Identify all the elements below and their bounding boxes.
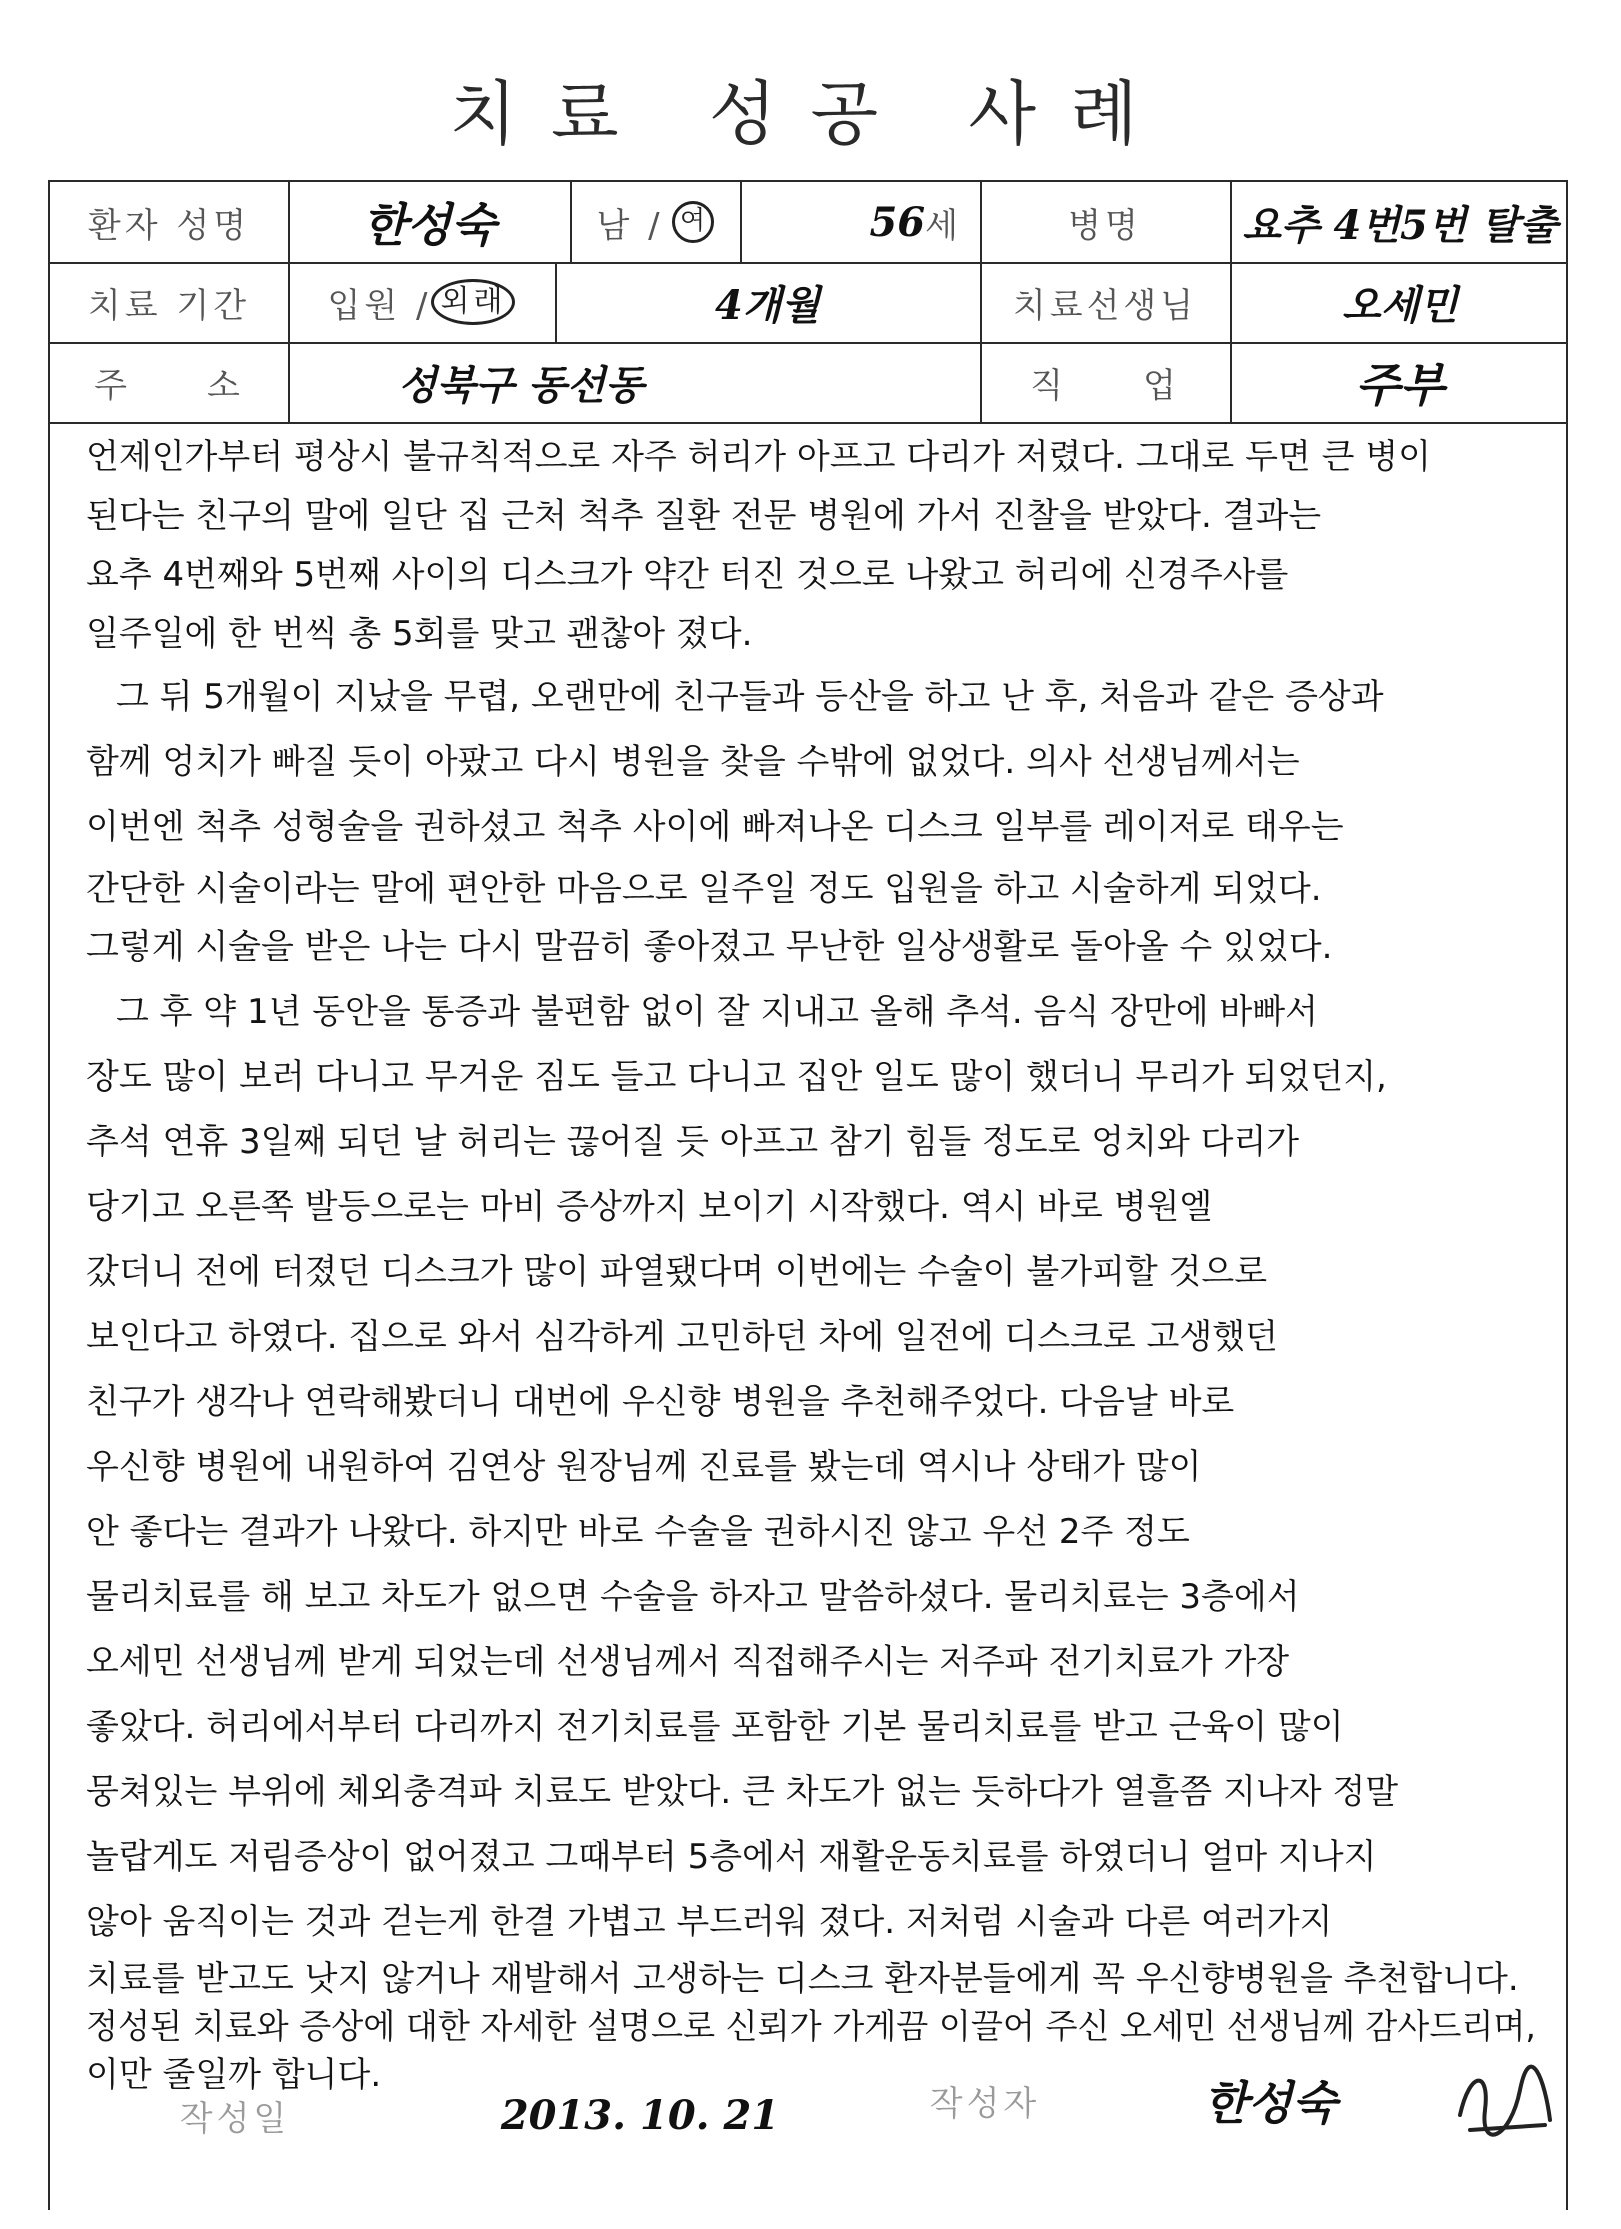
address-label: 주 소 [94,365,244,406]
sex-selected-mark: 여 [672,201,714,243]
narrative-line: 물리치료를 해 보고 차도가 없으면 수술을 하자고 말씀하셨다. 물리치료는 3층에서 [86,1577,1300,1617]
narrative-line: 일주일에 한 번씩 총 5회를 맞고 괜찮아 졌다. [86,614,753,654]
row-divider [50,422,1566,424]
narrative-line: 뭉쳐있는 부위에 체외충격파 치료도 받았다. 큰 차도가 없는 듯하다가 열흘쯤 지나자 정말 [86,1772,1399,1812]
therapist-label: 치료선생님 [1012,285,1198,326]
date-value: 2013. 10. 21 [500,2091,780,2139]
diagnosis-value: 요추 4번5번 탈출 [1242,201,1558,249]
narrative-line: 정성된 치료와 증상에 대한 자세한 설명으로 신뢰가 가게끔 이끌어 주신 오세민 선생님께 감사드리며, [86,2007,1536,2047]
address-value: 성북구 동선동 [398,361,644,409]
date-label: 작성일 [179,2098,291,2139]
job-label: 직 업 [1030,365,1180,406]
inpatient-label: 입원 / [327,285,432,326]
sex-label: 남 / [596,205,664,246]
age-unit: 세 [925,205,958,246]
narrative-line: 않아 움직이는 것과 걷는게 한결 가볍고 부드러워 졌다. 저처럼 시술과 다른 여러가지 [86,1902,1333,1942]
narrative-line: 우신향 병원에 내원하여 김연상 원장님께 진료를 봤는데 역시나 상태가 많이 [86,1447,1202,1487]
narrative-line: 언제인가부터 평상시 불규칙적으로 자주 허리가 아프고 다리가 저렸다. 그대로 두면 큰 병이 [86,437,1431,477]
writer-value: 한성숙 [1203,2076,1337,2130]
narrative-line: 장도 많이 보러 다니고 무거운 짐도 들고 다니고 집안 일도 많이 했더니 무리가 되었던지, [86,1057,1387,1097]
narrative-line: 오세민 선생님께 받게 되었는데 선생님께서 직접해주시는 저주파 전기치료가 가장 [86,1642,1290,1682]
narrative-line: 놀랍게도 저림증상이 없어졌고 그때부터 5층에서 재활운동치료를 하였더니 얼마 지나지 [86,1837,1377,1877]
testimonial-form [48,180,1568,2210]
age-field [740,182,980,262]
treatment-period-label: 치료 기간 [87,285,251,326]
age-value: 56 [869,198,926,246]
narrative-line: 좋았다. 허리에서부터 다리까지 전기치료를 포함한 기본 물리치료를 받고 근육이 많이 [86,1707,1344,1747]
narrative-line: 그 뒤 5개월이 지났을 무렵, 오랜만에 친구들과 등산을 하고 난 후, 처음과 같은 증상과 [116,677,1384,717]
narrative-line: 된다는 친구의 말에 일단 집 근처 척추 질환 전문 병원에 가서 진찰을 받았다. 결과는 [86,496,1322,536]
narrative-line: 그 후 약 1년 동안을 통증과 불편함 없이 잘 지내고 올해 추석. 음식 장만에 바빠서 [116,992,1318,1032]
narrative-line: 이만 줄일까 합니다. [86,2055,382,2095]
outpatient-selected-mark: 외래 [431,279,515,325]
visit-type-field [288,262,555,342]
narrative-line: 간단한 시술이라는 말에 편안한 마음으로 일주일 정도 입원을 하고 시술하게 되었다. [86,869,1322,909]
narrative-line: 갔더니 전에 터졌던 디스크가 많이 파열됐다며 이번에는 수술이 불가피할 것으로 [86,1252,1268,1292]
form-footer [50,2060,1570,2170]
sex-field [570,182,740,262]
narrative-line: 요추 4번째와 5번째 사이의 디스크가 약간 터진 것으로 나왔고 허리에 신경주사를 [86,555,1289,595]
treatment-period-value: 4개월 [714,281,821,329]
patient-name-value: 한성숙 [362,198,496,252]
narrative-line: 보인다고 하였다. 집으로 와서 심각하게 고민하던 차에 일전에 디스크로 고생했던 [86,1317,1278,1357]
job-value: 주부 [1355,358,1445,412]
diagnosis-label: 병명 [1068,205,1142,246]
narrative-line: 안 좋다는 결과가 나왔다. 하지만 바로 수술을 권하시진 않고 우선 2주 정도 [86,1512,1190,1552]
writer-label: 작성자 [929,2083,1041,2124]
narrative-line: 친구가 생각나 연락해봤더니 대번에 우신향 병원을 추천해주었다. 다음날 바로 [86,1382,1235,1422]
narrative-line: 추석 연휴 3일째 되던 날 허리는 끊어질 듯 아프고 참기 힘들 정도로 엉치와 다리가 [86,1122,1300,1162]
handwritten-signature [1450,2060,1560,2150]
narrative-line: 그렇게 시술을 받은 나는 다시 말끔히 좋아졌고 무난한 일상생활로 돌아올 수 있었다. [86,927,1333,967]
narrative-line: 당기고 오른쪽 발등으로는 마비 증상까지 보이기 시작했다. 역시 바로 병원엘 [86,1187,1213,1227]
narrative-line: 이번엔 척추 성형술을 권하셨고 척추 사이에 빠져나온 디스크 일부를 레이저로 태우는 [86,807,1344,847]
narrative-line: 함께 엉치가 빠질 듯이 아팠고 다시 병원을 찾을 수밖에 없었다. 의사 선생님께서는 [86,742,1300,782]
page-title: 치료 성공 사례 [449,73,1172,155]
therapist-value: 오세민 [1342,281,1458,329]
narrative-line: 치료를 받고도 낫지 않거나 재발해서 고생하는 디스크 환자분들에게 꼭 우신향병원을 추천합니다. [86,1959,1519,1999]
patient-name-label: 환자 성명 [87,205,251,246]
